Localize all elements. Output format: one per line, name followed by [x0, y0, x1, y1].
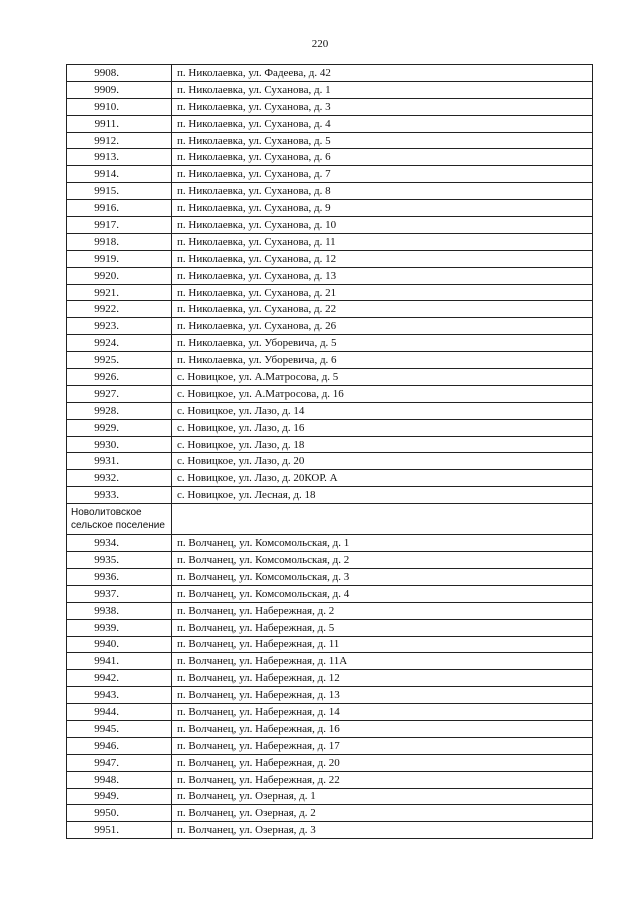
row-address: п. Николаевка, ул. Суханова, д. 5: [172, 132, 593, 149]
row-number: 9949.: [67, 788, 172, 805]
table-row: [67, 284, 593, 301]
row-number: 9921.: [67, 284, 172, 301]
row-number: 9928.: [67, 402, 172, 419]
row-address: п. Волчанец, ул. Набережная, д. 11А: [172, 653, 593, 670]
row-number: 9910.: [67, 98, 172, 115]
table-row: [67, 737, 593, 754]
row-address: п. Волчанец, ул. Озерная, д. 2: [172, 805, 593, 822]
row-address: п. Николаевка, ул. Суханова, д. 13: [172, 267, 593, 284]
row-number: 9940.: [67, 636, 172, 653]
row-number: 9937.: [67, 585, 172, 602]
row-number: 9935.: [67, 552, 172, 569]
row-number: 9924.: [67, 335, 172, 352]
row-number: 9950.: [67, 805, 172, 822]
row-address: с. Новицкое, ул. Лесная, д. 18: [172, 487, 593, 504]
table-row: [67, 402, 593, 419]
row-number: 9947.: [67, 754, 172, 771]
table-row: [67, 250, 593, 267]
section-row: [67, 504, 593, 535]
row-number: 9925.: [67, 352, 172, 369]
row-number: 9913.: [67, 149, 172, 166]
table-row: [67, 704, 593, 721]
table-row: [67, 470, 593, 487]
table-row: [67, 585, 593, 602]
row-address: п. Николаевка, ул. Уборевича, д. 5: [172, 335, 593, 352]
table-row: [67, 318, 593, 335]
row-address: п. Николаевка, ул. Суханова, д. 10: [172, 217, 593, 234]
row-number: 9908.: [67, 65, 172, 82]
row-address: п. Волчанец, ул. Набережная, д. 17: [172, 737, 593, 754]
table-row: [67, 267, 593, 284]
row-address: п. Николаевка, ул. Суханова, д. 21: [172, 284, 593, 301]
row-address: п. Волчанец, ул. Набережная, д. 14: [172, 704, 593, 721]
row-address: с. Новицкое, ул. Лазо, д. 16: [172, 419, 593, 436]
table-row: [67, 217, 593, 234]
table-row: [67, 98, 593, 115]
row-number: 9909.: [67, 81, 172, 98]
row-address: п. Николаевка, ул. Суханова, д. 26: [172, 318, 593, 335]
table-row: [67, 720, 593, 737]
table-row: [67, 335, 593, 352]
row-address: п. Николаевка, ул. Суханова, д. 7: [172, 166, 593, 183]
row-number: 9923.: [67, 318, 172, 335]
table-row: [67, 687, 593, 704]
row-address: с. Новицкое, ул. А.Матросова, д. 5: [172, 369, 593, 386]
page-number: 220: [311, 38, 329, 50]
row-number: 9926.: [67, 369, 172, 386]
table-row: [67, 352, 593, 369]
table-row: [67, 419, 593, 436]
row-address: п. Николаевка, ул. Суханова, д. 22: [172, 301, 593, 318]
table-row: [67, 788, 593, 805]
row-address: п. Волчанец, ул. Набережная, д. 12: [172, 670, 593, 687]
row-number: 9915.: [67, 183, 172, 200]
row-number: 9941.: [67, 653, 172, 670]
row-number: 9944.: [67, 704, 172, 721]
row-address: п. Волчанец, ул. Набережная, д. 22: [172, 771, 593, 788]
row-address: п. Николаевка, ул. Суханова, д. 4: [172, 115, 593, 132]
row-address: п. Волчанец, ул. Комсомольская, д. 1: [172, 535, 593, 552]
row-number: 9938.: [67, 602, 172, 619]
row-number: 9932.: [67, 470, 172, 487]
table-row: [67, 552, 593, 569]
row-number: 9948.: [67, 771, 172, 788]
table-row: [67, 115, 593, 132]
row-number: 9931.: [67, 453, 172, 470]
table-row: [67, 619, 593, 636]
row-number: 9917.: [67, 217, 172, 234]
row-address: с. Новицкое, ул. Лазо, д. 18: [172, 436, 593, 453]
section-address-cell: [172, 504, 593, 535]
row-number: 9920.: [67, 267, 172, 284]
row-number: 9912.: [67, 132, 172, 149]
table-row: [67, 453, 593, 470]
table-row: [67, 233, 593, 250]
row-number: 9936.: [67, 568, 172, 585]
row-address: с. Новицкое, ул. Лазо, д. 20: [172, 453, 593, 470]
table-row: [67, 200, 593, 217]
row-address: п. Волчанец, ул. Комсомольская, д. 4: [172, 585, 593, 602]
table-row: [67, 653, 593, 670]
registry-rows-part-1: [67, 65, 593, 504]
row-address: с. Новицкое, ул. Лазо, д. 14: [172, 402, 593, 419]
registry-rows-part-2: [67, 535, 593, 839]
table-row: [67, 149, 593, 166]
table-row: [67, 385, 593, 402]
row-address: п. Николаевка, ул. Суханова, д. 3: [172, 98, 593, 115]
table-row: [67, 754, 593, 771]
row-number: 9945.: [67, 720, 172, 737]
row-address: п. Волчанец, ул. Набережная, д. 2: [172, 602, 593, 619]
row-address: п. Николаевка, ул. Фадеева, д. 42: [172, 65, 593, 82]
table-row: [67, 166, 593, 183]
row-address: п. Волчанец, ул. Набережная, д. 20: [172, 754, 593, 771]
row-number: 9918.: [67, 233, 172, 250]
row-number: 9914.: [67, 166, 172, 183]
table-row: [67, 822, 593, 839]
row-address: п. Волчанец, ул. Комсомольская, д. 3: [172, 568, 593, 585]
table-row: [67, 602, 593, 619]
row-number: 9934.: [67, 535, 172, 552]
table-row: [67, 636, 593, 653]
row-address: с. Новицкое, ул. Лазо, д. 20КОР. А: [172, 470, 593, 487]
table-row: [67, 65, 593, 82]
row-address: п. Волчанец, ул. Набережная, д. 16: [172, 720, 593, 737]
row-address: п. Николаевка, ул. Суханова, д. 9: [172, 200, 593, 217]
table-row: [67, 487, 593, 504]
row-address: п. Волчанец, ул. Набережная, д. 13: [172, 687, 593, 704]
row-number: 9916.: [67, 200, 172, 217]
row-address: с. Новицкое, ул. А.Матросова, д. 16: [172, 385, 593, 402]
row-address: п. Волчанец, ул. Набережная, д. 5: [172, 619, 593, 636]
row-number: 9929.: [67, 419, 172, 436]
row-number: 9951.: [67, 822, 172, 839]
row-number: 9933.: [67, 487, 172, 504]
table-row: [67, 81, 593, 98]
row-number: 9911.: [67, 115, 172, 132]
row-address: п. Николаевка, ул. Суханова, д. 12: [172, 250, 593, 267]
table-row: [67, 670, 593, 687]
table-row: [67, 535, 593, 552]
row-number: 9939.: [67, 619, 172, 636]
table-row: [67, 568, 593, 585]
table-row: [67, 436, 593, 453]
row-number: 9946.: [67, 737, 172, 754]
row-address: п. Николаевка, ул. Суханова, д. 11: [172, 233, 593, 250]
row-address: п. Волчанец, ул. Набережная, д. 11: [172, 636, 593, 653]
row-address: п. Волчанец, ул. Озерная, д. 1: [172, 788, 593, 805]
row-number: 9930.: [67, 436, 172, 453]
table-row: [67, 369, 593, 386]
table-row: [67, 183, 593, 200]
table-row: [67, 301, 593, 318]
row-number: 9942.: [67, 670, 172, 687]
table-row: [67, 771, 593, 788]
row-number: 9919.: [67, 250, 172, 267]
address-registry-table: [66, 64, 593, 839]
table-row: [67, 805, 593, 822]
row-address: п. Николаевка, ул. Суханова, д. 1: [172, 81, 593, 98]
row-address: п. Николаевка, ул. Суханова, д. 8: [172, 183, 593, 200]
row-address: п. Волчанец, ул. Комсомольская, д. 2: [172, 552, 593, 569]
section-title: Новолитовское сельское поселение: [67, 504, 172, 535]
row-address: п. Николаевка, ул. Уборевича, д. 6: [172, 352, 593, 369]
table-row: [67, 132, 593, 149]
row-number: 9943.: [67, 687, 172, 704]
row-address: п. Волчанец, ул. Озерная, д. 3: [172, 822, 593, 839]
row-address: п. Николаевка, ул. Суханова, д. 6: [172, 149, 593, 166]
row-number: 9927.: [67, 385, 172, 402]
row-number: 9922.: [67, 301, 172, 318]
registry-section: [67, 504, 593, 535]
